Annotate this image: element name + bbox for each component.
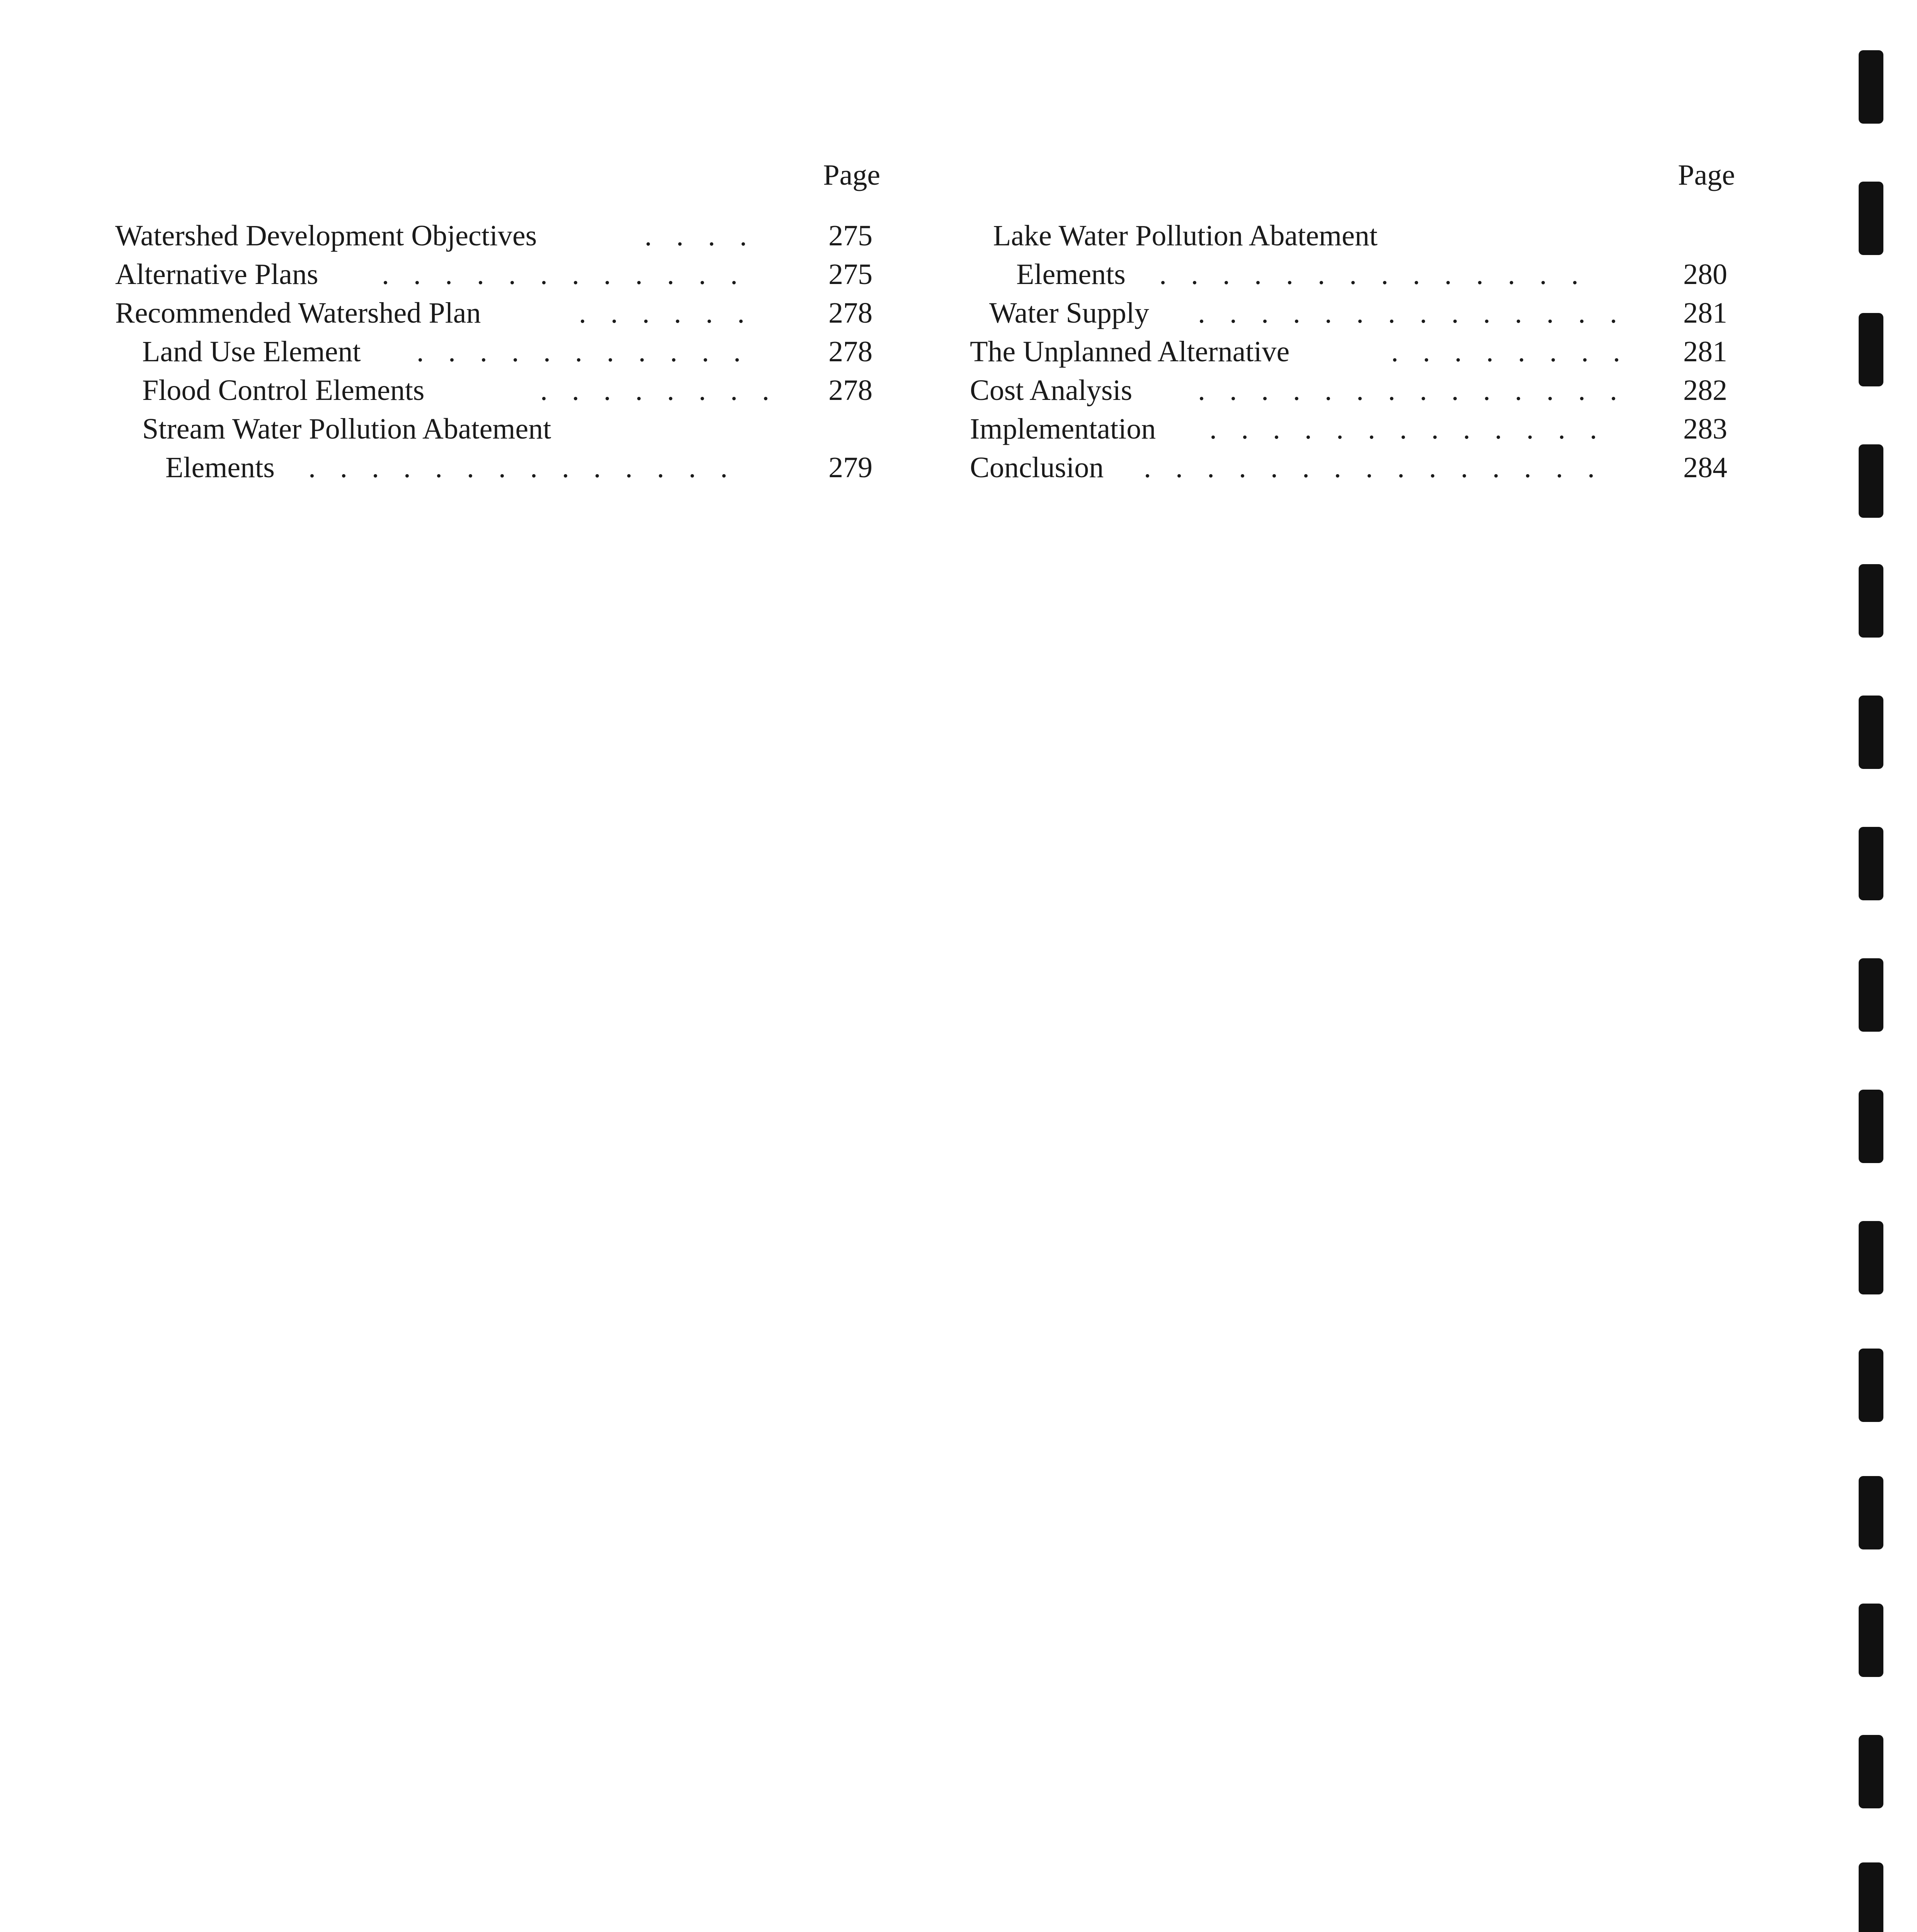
dot-leader: . . . . . . . . . . . . . .	[308, 451, 736, 484]
toc-entry[interactable]	[115, 371, 880, 410]
toc-entry-title: Land Use Element	[142, 335, 361, 368]
toc-entry[interactable]	[115, 216, 880, 255]
toc-entry[interactable]	[115, 255, 880, 294]
toc-entry[interactable]	[970, 216, 1735, 255]
toc-entry[interactable]	[115, 410, 880, 448]
binding-hole	[1859, 1349, 1883, 1422]
toc-entry-title: Implementation	[970, 413, 1156, 445]
toc-entry[interactable]	[970, 410, 1735, 448]
binding-hole	[1859, 1221, 1883, 1294]
binding-hole	[1859, 1862, 1883, 1932]
toc-entry-title: Elements	[1016, 258, 1126, 291]
toc-entry-title: Water Supply	[989, 297, 1149, 329]
toc-entry-page: 279	[828, 451, 873, 484]
binding-hole	[1859, 958, 1883, 1032]
binding-hole	[1859, 444, 1883, 518]
page-column-header: Page	[823, 159, 880, 191]
dot-leader: . . . . . . . .	[540, 374, 778, 406]
binding-hole	[1859, 50, 1883, 124]
toc-entry-title: Watershed Development Objectives	[115, 219, 537, 252]
toc-entry[interactable]	[970, 332, 1735, 371]
toc-list	[115, 216, 880, 487]
binding-hole	[1859, 1604, 1883, 1677]
dot-leader: . . . . . . . . . . . .	[382, 258, 746, 291]
dot-leader: . . . . . . . . . . . . . .	[1198, 374, 1626, 406]
toc-entry[interactable]	[115, 294, 880, 332]
binding-hole	[1859, 182, 1883, 255]
toc-list	[970, 216, 1735, 487]
binding-hole	[1859, 1090, 1883, 1163]
toc-entry-continuation[interactable]	[115, 448, 880, 487]
binding-hole	[1859, 564, 1883, 638]
toc-entry-page: 281	[1683, 335, 1727, 368]
toc-entry[interactable]	[970, 294, 1735, 332]
dot-leader: . . . .	[645, 219, 755, 252]
toc-entry[interactable]	[115, 332, 880, 371]
binding-hole	[1859, 696, 1883, 769]
toc-entry-page: 275	[828, 219, 873, 252]
toc-entry[interactable]	[970, 448, 1735, 487]
binding-hole	[1859, 827, 1883, 900]
dot-leader: . . . . . .	[579, 297, 753, 329]
toc-entry-title: Recommended Watershed Plan	[115, 297, 481, 329]
toc-entry-title: Elements	[165, 451, 275, 484]
dot-leader: . . . . . . . .	[1391, 335, 1629, 368]
dot-leader: . . . . . . . . . . . . . . .	[1144, 451, 1603, 484]
binding-hole	[1859, 1476, 1883, 1549]
page-column-header: Page	[1678, 159, 1735, 191]
dot-leader: . . . . . . . . . . . . . .	[1159, 258, 1587, 291]
toc-entry-page: 278	[828, 335, 873, 368]
toc-entry-title: Flood Control Elements	[142, 374, 425, 406]
toc-entry-page: 275	[828, 258, 873, 291]
binding-hole	[1859, 313, 1883, 386]
toc-entry-page: 284	[1683, 451, 1727, 484]
toc-entry-page: 281	[1683, 297, 1727, 329]
toc-entry-page: 278	[828, 374, 873, 406]
toc-entry-page: 278	[828, 297, 873, 329]
toc-entry-page: 282	[1683, 374, 1727, 406]
dot-leader: . . . . . . . . . . . . .	[1209, 413, 1606, 445]
toc-entry-page: 283	[1683, 413, 1727, 445]
toc-entry-title: Conclusion	[970, 451, 1104, 484]
toc-entry-title: The Unplanned Alternative	[970, 335, 1290, 368]
toc-entry-continuation[interactable]	[970, 255, 1735, 294]
dot-leader: . . . . . . . . . . .	[417, 335, 749, 368]
dot-leader: . . . . . . . . . . . . . .	[1198, 297, 1626, 329]
toc-entry-title: Stream Water Pollution Abatement	[142, 413, 551, 445]
toc-entry-title: Alternative Plans	[115, 258, 318, 291]
binding-strip	[1851, 0, 1890, 1932]
toc-entry-title: Cost Analysis	[970, 374, 1133, 406]
binding-hole	[1859, 1735, 1883, 1808]
toc-entry-page: 280	[1683, 258, 1727, 291]
toc-entry-title: Lake Water Pollution Abatement	[993, 219, 1378, 252]
toc-entry[interactable]	[970, 371, 1735, 410]
